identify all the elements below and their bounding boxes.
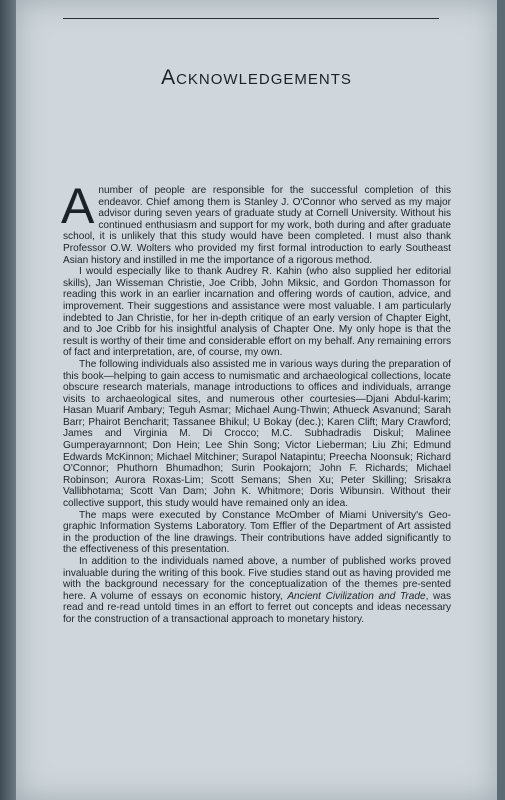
paragraph-1 — [61, 178, 451, 266]
top-rule — [63, 18, 439, 19]
paragraph-4: The maps were executed by Constance McOmber of Miami University's Geo-graphic Information Systems Laboratory. Tom Effler of the Department of Art assisted in the production of the line drawings. Their contributions have added significantly to the effectiveness of this presentation. — [63, 509, 451, 556]
paragraph-1-text: number of people are responsible for the successful completion of this endeavor. Chief among them is Stanley J. O'Connor who served as my major advisor during seven years of graduate study at Cornell University. Without his continued enthusiasm and support for my work, both during and after graduate school, it is unlikely that this study would have been completed. I must also thank Professor O.W. Wolters who provided my first formal introduction to early Southeast Asian history and instilled in me the importance of a rigorous method. — [63, 185, 451, 266]
body-text — [61, 178, 451, 626]
paragraph-5 — [63, 556, 451, 626]
paragraph-3: The following individuals also assisted me in various ways during the preparation of this book—helping to gain access to numismatic and archaeological collections, locate obscure research materials, manage introductions to offices and individuals, arrange visits to archaeological sites, and numerous other courtesies—Djani Abdul-karim; Hasan Muarif Ambary; Teguh Asmar; Michael Aung-Thwin; Athueck Asvanund; Sarah Barr; Phairot Bencharit; Tassanee Bhikul; U Bokay (dec.); Karen Clift; Mary Crawford; James and Virginia M. Di Crocco; M.C. Subhadradis Diskul; Malinee Gumperayarnnont; Don Hein; Lee Shin Song; Victor Lieberman; Liu Zhi; Edmund Edwards McKinnon; Michael Mitchiner; Surapol Natapintu; Preecha Noonsuk; Richard O'Connor; Phuthorn Bhumadhon; Surin Pookajorn; John F. Richards; Michael Robinson; Aurora Roxas-Lim; Scott Semans; Shen Xu; Peter Skilling; Srisakra Vallibhotama; Scott Van Dam; John K. Whitmore; Doris Wibunsin. Without their collective support, this study would have remained only an idea. — [63, 358, 451, 510]
book-spine-shadow — [0, 0, 16, 800]
paragraph-5-text-after: , was read and re-read untold times in an effort to ferret out concepts and ideas necessary for the construction of a transactional approach to monetary history. — [63, 590, 451, 625]
paragraph-5-text-before: In addition to the individuals named above, a number of published works proved invaluable during the writing of this book. Five studies stand out as having provided me with the background necessary for the conceptualization of the themes pre-sented here. A volume of essays on economic history, — [63, 556, 451, 602]
page-title: Acknowledgements — [161, 66, 352, 89]
paragraph-2: I would especially like to thank Audrey R. Kahin (who also supplied her editorial skills), Jan Wisseman Christie, Joe Cribb, John Miksic, and Gordon Thomasson for reading this work in an earlier incarnation and offering words of caution, advice, and improvement. Their suggestions and assistance were most valuable. I am particularly indebted to Jan Christie, for her in-depth critique of an early version of Chapter Eight, and to Joe Cribb for his insightful analysis of Chapter One. My only hope is that the result is worthy of their time and considerable effort on my behalf. Any remaining errors of fact and interpretation, are, of course, my own. — [63, 266, 451, 359]
book-title-italic: Ancient Civilization and Trade — [287, 590, 426, 602]
book-page — [16, 0, 497, 800]
drop-cap: A — [61, 178, 95, 234]
